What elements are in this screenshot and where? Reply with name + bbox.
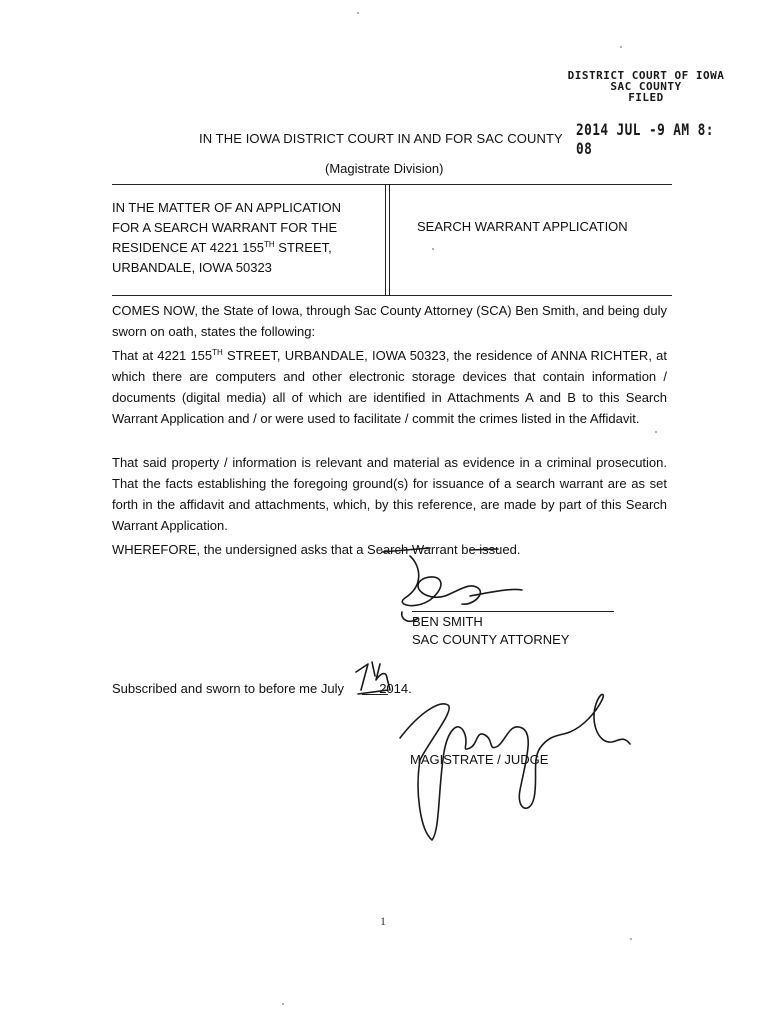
division-label: (Magistrate Division) xyxy=(325,161,444,176)
matter-line: URBANDALE, IOWA 50323 xyxy=(112,260,272,275)
caption-divider xyxy=(385,185,390,295)
stamp-datetime: 2014 JUL -9 AM 8: 08 xyxy=(576,120,714,158)
signer-title: SAC COUNTY ATTORNEY xyxy=(412,632,570,647)
stamp-county: SAC COUNTY xyxy=(610,80,682,93)
signer-name: BEN SMITH xyxy=(412,614,483,629)
case-caption xyxy=(112,184,672,296)
document-title: SEARCH WARRANT APPLICATION xyxy=(417,219,628,234)
matter-line: RESIDENCE AT 4221 155TH STREET, xyxy=(112,240,332,255)
paragraph-relevance: That said property / information is relevant and material as evidence in a criminal prosecution. That the facts establishing the foregoing ground(s) for issuance of a search warrant are as set forth in the affidavit and attachments, which, by this reference, are made by part of this Search Warrant Application. xyxy=(112,455,667,533)
paragraph-intro: COMES NOW, the State of Iowa, through Sac County Attorney (SCA) Ben Smith, and being duly sworn on oath, states the following: xyxy=(112,303,667,339)
day-line xyxy=(362,694,388,695)
matter-description xyxy=(112,198,377,278)
paragraph-residence: That at 4221 155TH STREET, URBANDALE, IOWA 50323, the residence of ANNA RICHTER, at which there are computers and other electronic storage devices that contain information / documents (digital media) all of which are identified in Attachments A and B to this Search Warrant Application and / or were used to facilitate / commit the crimes listed in the Affidavit. xyxy=(112,348,667,426)
page-number: 1 xyxy=(380,914,386,928)
paragraph-wherefore: WHEREFORE, the undersigned asks that a Search Warrant be issued. xyxy=(112,542,521,557)
court-title: IN THE IOWA DISTRICT COURT IN AND FOR SAC COUNTY xyxy=(199,131,563,146)
signature-line xyxy=(412,611,614,612)
attorney-signature xyxy=(402,556,522,606)
jurat-text: Subscribed and sworn to before me July 2014. xyxy=(112,681,412,696)
magistrate-label: MAGISTRATE / JUDGE xyxy=(410,752,549,767)
signer-block xyxy=(412,613,569,649)
judge-signature xyxy=(400,694,630,840)
stamp-filed: FILED xyxy=(628,91,664,104)
stamp-court: DISTRICT COURT OF IOWA xyxy=(567,69,725,82)
matter-line: FOR A SEARCH WARRANT FOR THE xyxy=(112,220,338,235)
filing-stamp xyxy=(566,70,726,103)
matter-line: IN THE MATTER OF AN APPLICATION xyxy=(112,200,341,215)
